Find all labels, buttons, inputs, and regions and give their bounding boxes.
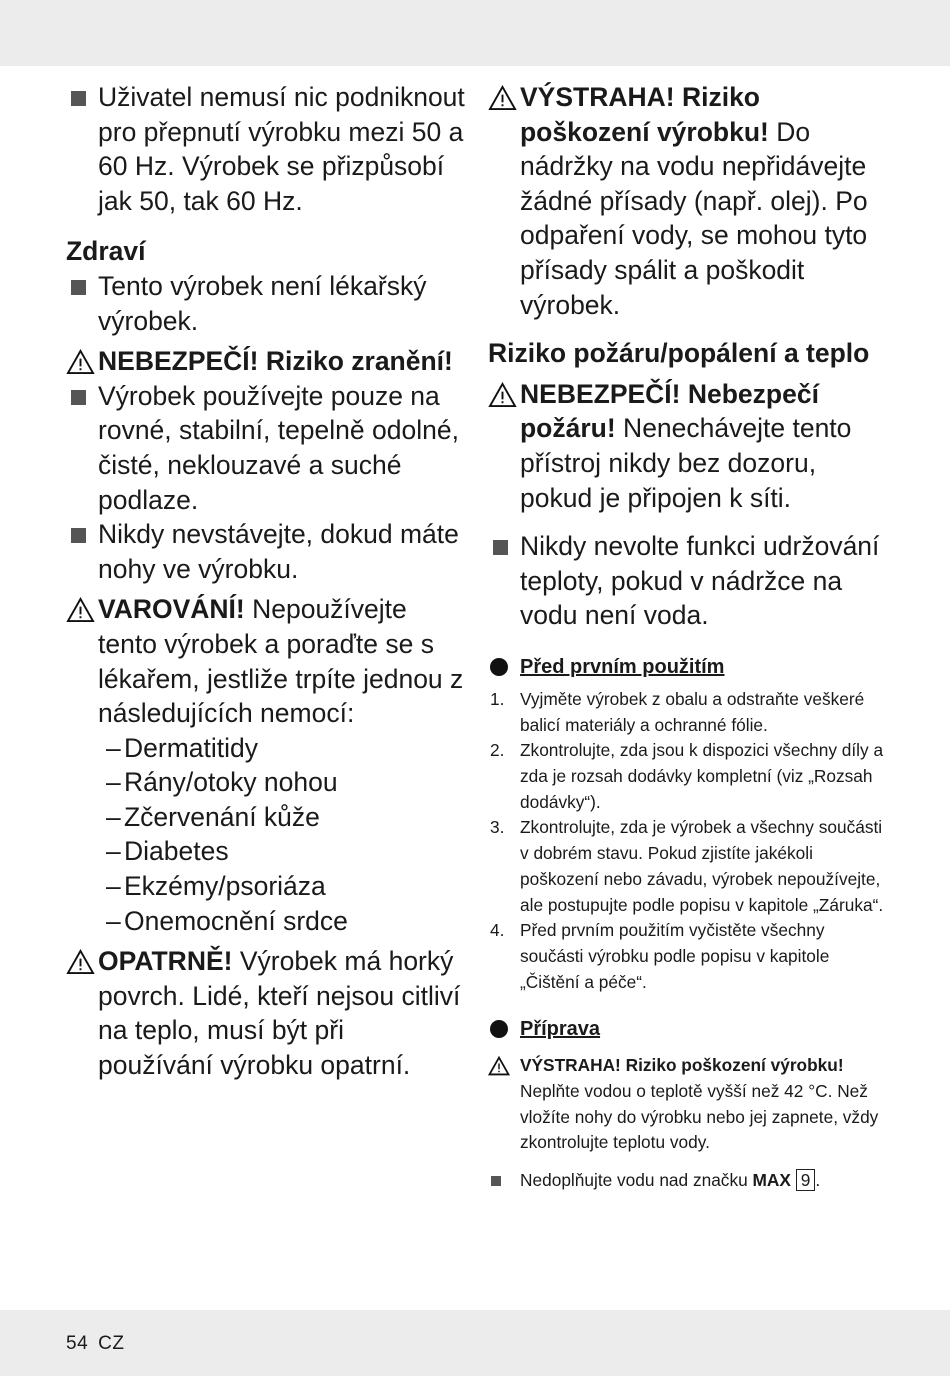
warning-label: NEBEZPEČÍ! Riziko zranění! bbox=[98, 346, 453, 377]
danger-injury-warning bbox=[66, 344, 466, 379]
disease-item: – Ekzémy/psoriáza bbox=[106, 869, 466, 904]
warning-text: Do nádržky na vodu nepřidávejte žádné přísady (např. olej). Po odpaření vody, se mohou tyto přísady spálit a poškodit výrobek. bbox=[520, 116, 868, 320]
bullet-max-mark bbox=[488, 1168, 888, 1194]
warning-triangle-icon bbox=[66, 949, 95, 975]
disease-item: – Onemocnění srdce bbox=[106, 904, 466, 939]
header-band bbox=[0, 0, 950, 66]
warning-label: VAROVÁNÍ! bbox=[98, 594, 245, 625]
bullet-not-medical bbox=[66, 269, 466, 338]
bullet-text: Výrobek používejte pouze na rovné, stabilní, tepelně odolné, čisté, neklouzavé a suché podlaze. bbox=[98, 380, 459, 515]
step-item bbox=[488, 738, 888, 815]
warning-no-additives bbox=[488, 80, 888, 322]
subheading-text: Před prvním použitím bbox=[520, 655, 725, 678]
bullet-dot-icon bbox=[490, 658, 508, 676]
square-bullet-icon bbox=[71, 280, 86, 295]
footer-band bbox=[0, 1310, 950, 1376]
right-column bbox=[488, 80, 888, 1194]
disease-item: – Diabetes bbox=[106, 834, 466, 869]
section-heading-health: Zdraví bbox=[66, 236, 146, 267]
square-bullet-icon bbox=[71, 390, 86, 405]
section-heading-fire: Riziko požáru/popálení a teplo bbox=[488, 338, 870, 369]
language-code: CZ bbox=[98, 1333, 125, 1354]
warning-triangle-icon bbox=[488, 1056, 510, 1076]
warning-diseases bbox=[66, 592, 466, 730]
warning-triangle-icon bbox=[488, 382, 517, 408]
step-text: Vyjměte výrobek z obalu a odstraňte veškeré balicí materiály a ochranné fólie. bbox=[520, 688, 865, 735]
bullet-dot-icon bbox=[490, 1020, 508, 1038]
disease-item: – Dermatitidy bbox=[106, 731, 466, 766]
bullet-text: Uživatel nemusí nic podniknout pro přepnutí výrobku mezi 50 a 60 Hz. Výrobek se přizpůsobí jak 50, tak 60 Hz. bbox=[98, 82, 465, 216]
step-item bbox=[488, 687, 888, 738]
left-column bbox=[66, 80, 466, 1083]
step-number: 3. bbox=[490, 817, 505, 838]
warning-text: Nenechávejte tento přístroj nikdy bez dozoru, pokud je připojen k síti. bbox=[520, 413, 852, 513]
subheading-text: Příprava bbox=[520, 1018, 601, 1041]
disease-item: – Zčervenání kůže bbox=[106, 800, 466, 835]
bullet-no-standing bbox=[66, 517, 466, 586]
warning-triangle-icon bbox=[66, 349, 95, 375]
square-bullet-icon bbox=[71, 528, 86, 543]
subheading-preparation bbox=[488, 1015, 888, 1043]
square-bullet-icon bbox=[491, 1176, 501, 1186]
step-number: 2. bbox=[490, 740, 505, 761]
step-text: Zkontrolujte, zda jsou k dispozici všechny díly a zda je rozsah dodávky kompletní (viz „Rozsah dodávky“). bbox=[520, 740, 884, 812]
step-number: 4. bbox=[490, 920, 505, 941]
bullet-text: Nikdy nevolte funkci udržování teploty, pokud v nádržce na vodu není voda. bbox=[520, 531, 880, 631]
square-bullet-icon bbox=[493, 540, 508, 555]
step-text: Zkontrolujte, zda je výrobek a všechny součásti v dobrém stavu. Pokud zjistíte jakékoli poškození nebo závadu, výrobek nepoužívejte, ale postupujte podle popisu v kapitole „Záruka“. bbox=[520, 817, 884, 915]
page-footer bbox=[66, 1333, 134, 1355]
bullet-frequency bbox=[66, 80, 466, 218]
bullet-text: Tento výrobek není lékařský výrobek. bbox=[98, 270, 427, 336]
warning-triangle-icon bbox=[488, 85, 517, 111]
step-text: Před prvním použitím vyčistěte všechny součásti výrobku podle popisu v kapitole „Čištění a péče“. bbox=[520, 920, 830, 992]
step-item bbox=[488, 918, 888, 995]
bullet-period: . bbox=[815, 1170, 821, 1191]
warning-triangle-icon bbox=[66, 597, 95, 623]
warning-text: Nepoužívejte tento výrobek a poraďte se s lékařem, jestliže trpíte jednou z následujících nemocí: bbox=[98, 594, 464, 729]
warning-label: NEBEZPEČÍ! Nebezpečí požáru! bbox=[520, 378, 819, 444]
bullet-surface bbox=[66, 379, 466, 517]
page-number: 54 bbox=[66, 1333, 89, 1354]
square-bullet-icon bbox=[71, 91, 86, 106]
part-reference-number: 9 bbox=[796, 1169, 816, 1191]
caution-hot-surface bbox=[66, 944, 466, 1082]
bullet-keep-warm bbox=[488, 529, 888, 633]
subheading-before-first-use bbox=[488, 653, 888, 681]
bullet-text: Nedoplňujte vodu nad značku bbox=[520, 1170, 753, 1191]
warning-water-temperature bbox=[488, 1053, 888, 1156]
warning-label: VÝSTRAHA! Riziko poškození výrobku! bbox=[520, 82, 769, 147]
disease-list bbox=[66, 731, 466, 939]
setup-steps bbox=[488, 687, 888, 995]
bullet-text: Nikdy nevstávejte, dokud máte nohy ve výrobku. bbox=[98, 519, 459, 584]
disease-item: – Rány/otoky nohou bbox=[106, 765, 466, 800]
warning-text: Neplňte vodou o teplotě vyšší než 42 °C. Než vložíte nohy do výrobku nebo jej zapnete, vždy zkontrolujte teplotu vody. bbox=[520, 1081, 879, 1153]
warning-label: OPATRNĚ! bbox=[98, 946, 233, 977]
step-number: 1. bbox=[490, 688, 505, 709]
danger-fire-warning bbox=[488, 377, 888, 515]
warning-label: VÝSTRAHA! Riziko poškození výrobku! bbox=[520, 1055, 844, 1076]
step-item bbox=[488, 815, 888, 918]
max-label: MAX bbox=[752, 1170, 791, 1191]
warning-text: Výrobek má horký povrch. Lidé, kteří nejsou citliví na teplo, musí být při používání výrobku opatrní. bbox=[98, 946, 461, 1081]
